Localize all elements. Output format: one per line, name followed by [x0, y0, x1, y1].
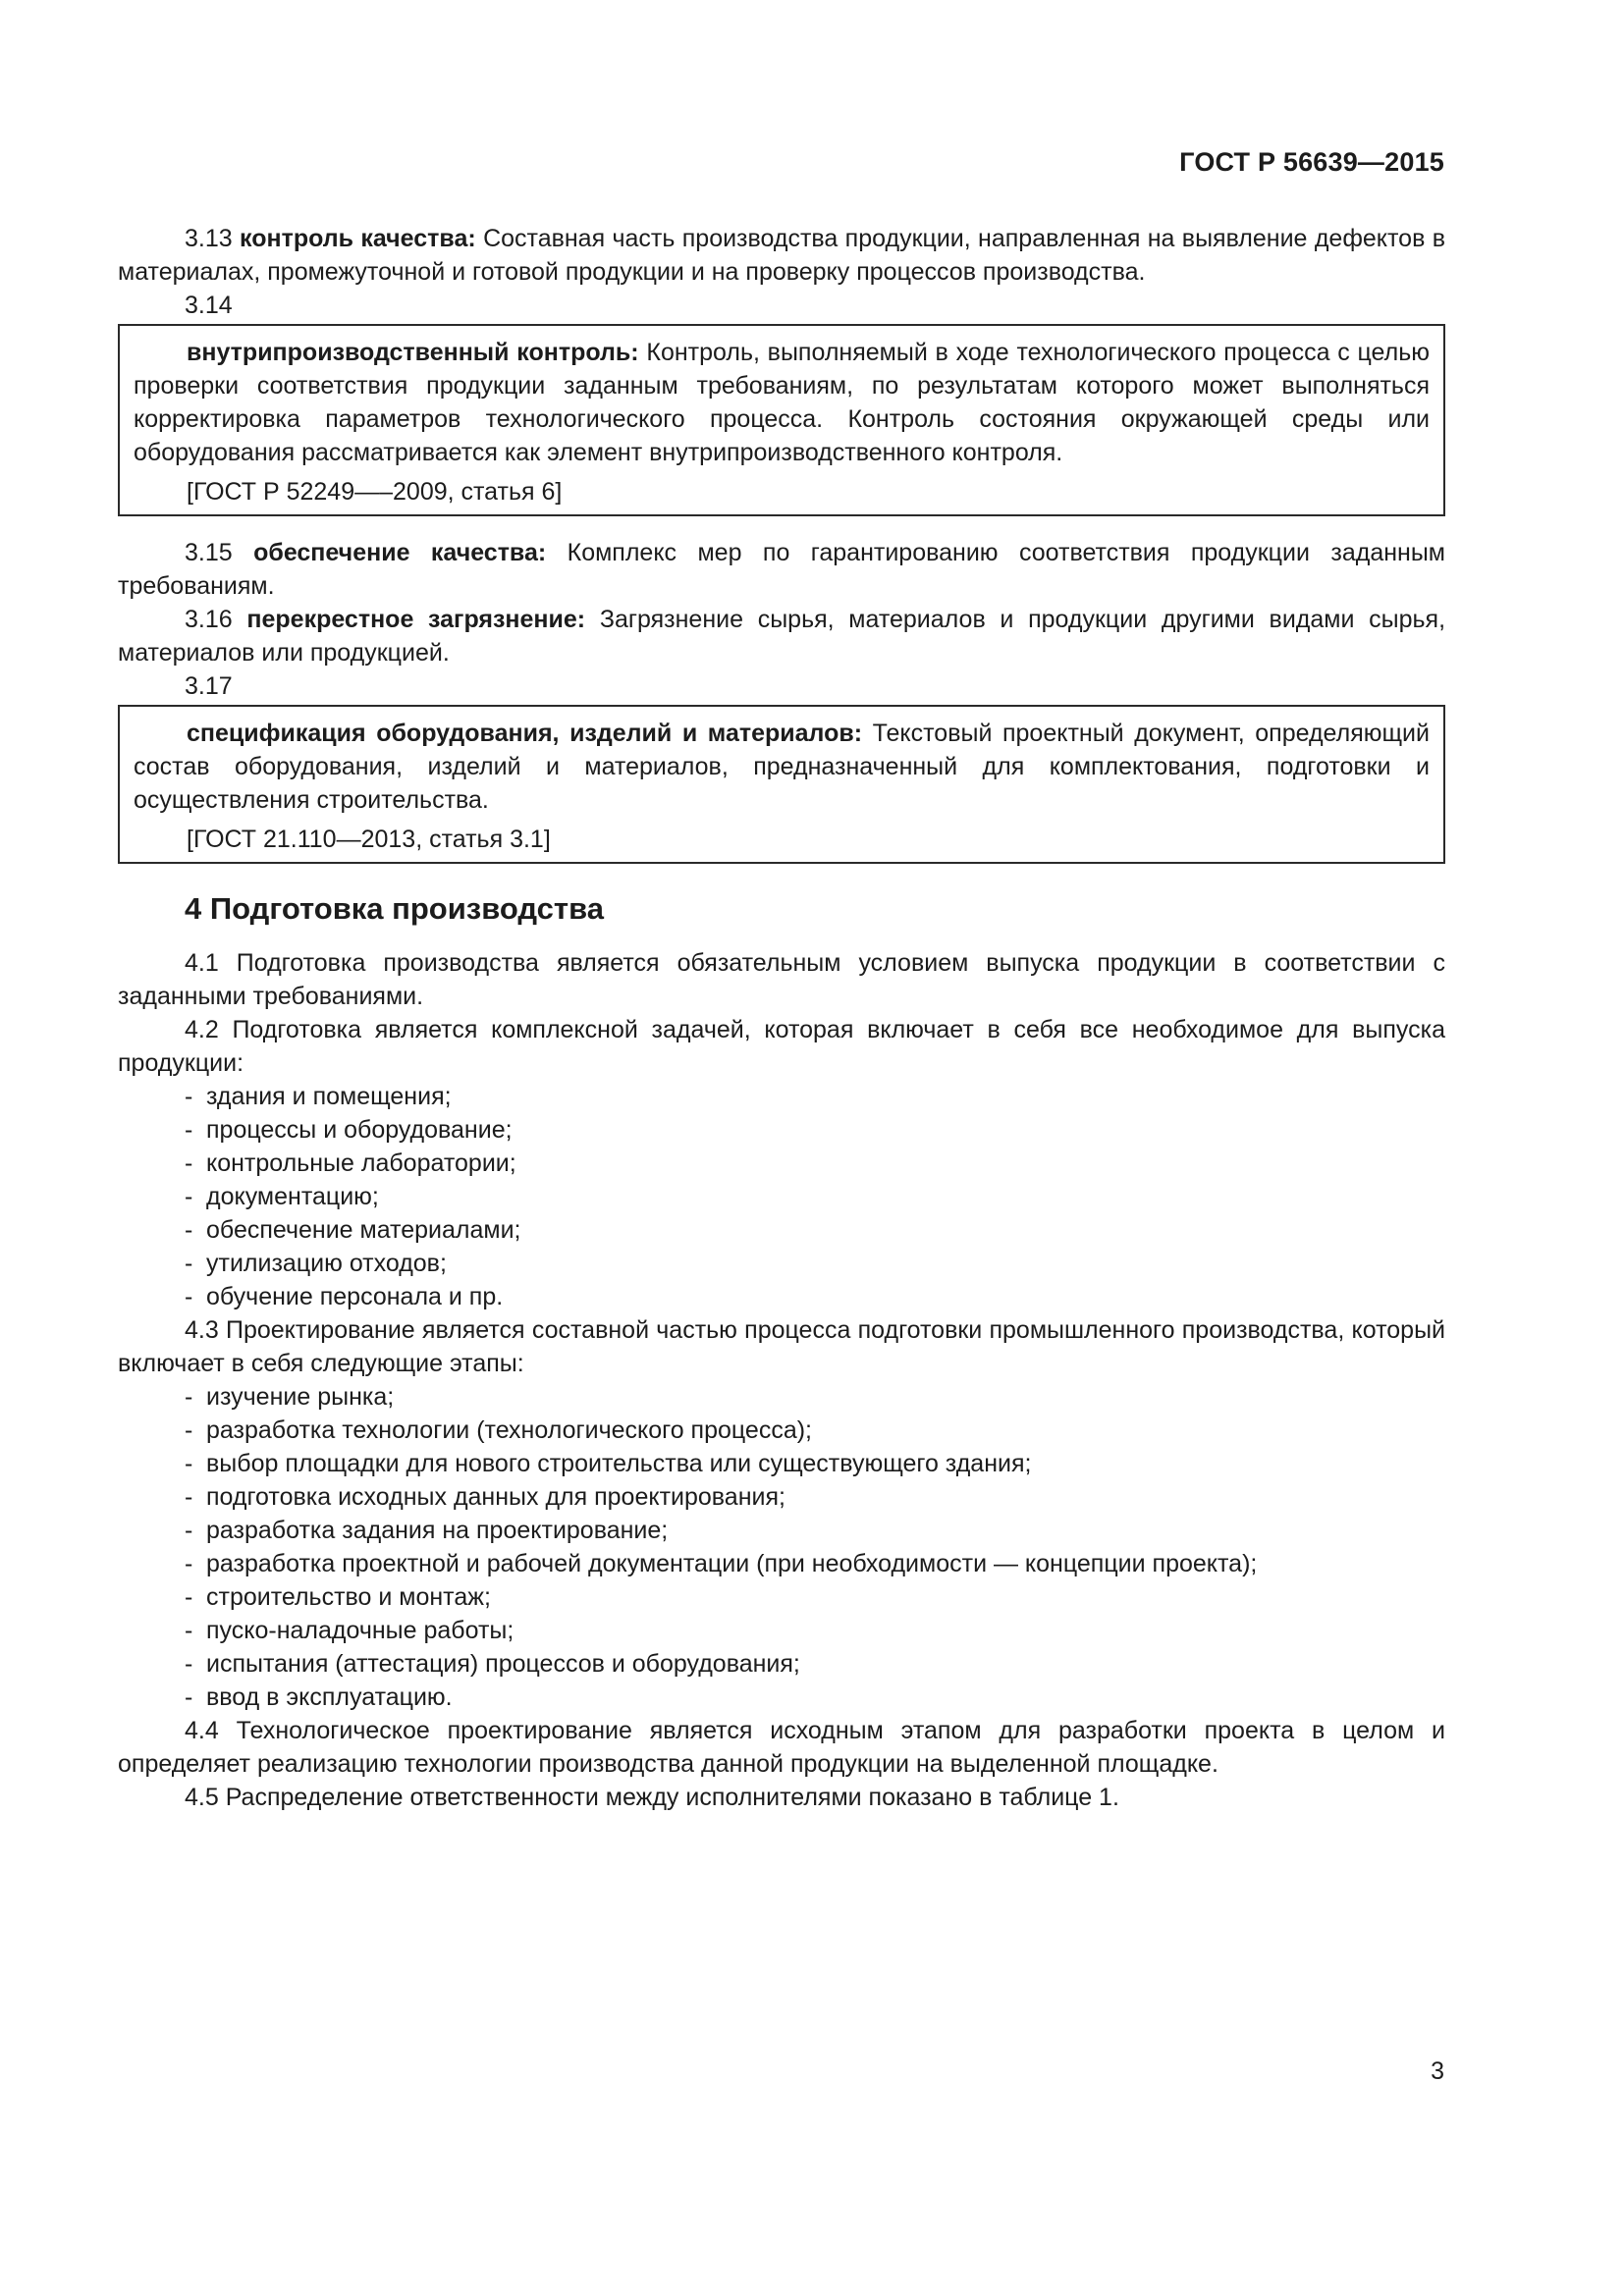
list-4-2: [118, 1080, 1445, 1313]
list-item: - пуско-наладочные работы;: [185, 1614, 1445, 1647]
page-number: 3: [1431, 2057, 1444, 2085]
list-item: - разработка технологии (технологического процесса);: [185, 1414, 1445, 1447]
clause-number: 3.13: [185, 225, 233, 252]
term: спецификация оборудования, изделий и материалов:: [187, 720, 863, 747]
list-item: - обеспечение материалами;: [185, 1213, 1445, 1247]
section-heading: 4 Подготовка производства: [185, 891, 604, 926]
definition-text: Загрязнение сырья, материалов и продукции другими видами сырья, материалов или продукцией.: [118, 606, 1446, 667]
paragraph-3-13: [118, 222, 1445, 289]
list-item: - процессы и оборудование;: [185, 1113, 1445, 1147]
list-item: - разработка задания на проектирование;: [185, 1514, 1445, 1547]
term: перекрестное загрязнение:: [246, 606, 586, 633]
paragraph-4-4: 4.4 Технологическое проектирование является исходным этапом для разработки проекта в целом и определяет реализацию технологии производства данной продукции на выделенной площадке.: [118, 1717, 1445, 1778]
list-item: - здания и помещения;: [185, 1080, 1445, 1113]
document-code: ГОСТ Р 56639—2015: [1179, 147, 1444, 177]
clause-number-3-17: 3.17: [185, 672, 233, 700]
list-item: - выбор площадки для нового строительства или существующего здания;: [185, 1447, 1445, 1480]
definition-text: Составная часть производства продукции, направленная на выявление дефектов в материалах, промежуточной и готовой продукции и на проверку процессов производства.: [118, 225, 1446, 286]
list-item: - документацию;: [185, 1180, 1445, 1213]
paragraph-3-17: [134, 717, 1430, 817]
list-item: - обучение персонала и пр.: [185, 1280, 1445, 1313]
quoted-definition-box: [118, 705, 1445, 864]
list-item: - строительство и монтаж;: [185, 1580, 1445, 1614]
page-content: [118, 222, 1445, 1814]
definition-text: Комплекс мер по гарантированию соответствия продукции заданным требованиям.: [118, 539, 1445, 600]
paragraph-4-2: 4.2 Подготовка является комплексной задачей, которая включает в себя все необходимое для выпуска продукции:: [118, 1016, 1445, 1077]
paragraph-4-1: 4.1 Подготовка производства является обязательным условием выпуска продукции в соответствии с заданными требованиями.: [118, 949, 1445, 1010]
clause-number: 3.15: [185, 539, 233, 566]
list-item: - испытания (аттестация) процессов и оборудования;: [185, 1647, 1445, 1681]
list-item: - изучение рынка;: [185, 1380, 1445, 1414]
list-item: - разработка проектной и рабочей документации (при необходимости — концепции проекта);: [185, 1547, 1445, 1580]
paragraph-4-3: 4.3 Проектирование является составной частью процесса подготовки промышленного производства, который включает в себя следующие этапы:: [118, 1316, 1445, 1377]
term: контроль качества:: [240, 225, 476, 252]
term: внутрипроизводственный контроль:: [187, 339, 639, 366]
definition-source: [ГОСТ Р 52249—–2009, статья 6]: [187, 478, 563, 506]
paragraph-3-16: [118, 603, 1445, 669]
definition-text: Текстовый проектный документ, определяющий состав оборудования, изделий и материалов, предназначенный для комплектования, подготовки и осуществления строительства.: [134, 720, 1430, 814]
definition-text: Контроль, выполняемый в ходе технологического процесса с целью проверки соответствия продукции заданным требованиям, по результатам которого может выполняться корректировка параметров технологического процесса. Контроль состояния окружающей среды или оборудования рассматривается как элемент внутрипроизводственного контроля.: [134, 339, 1430, 466]
clause-number: 3.16: [185, 606, 233, 633]
clause-number-3-14: 3.14: [185, 292, 233, 319]
definition-source: [ГОСТ 21.110—2013, статья 3.1]: [187, 826, 551, 853]
list-item: - ввод в эксплуатацию.: [185, 1681, 1445, 1714]
quoted-definition-box: [118, 324, 1445, 516]
list-item: - контрольные лаборатории;: [185, 1147, 1445, 1180]
paragraph-3-15: [118, 536, 1445, 603]
list-4-3: [118, 1380, 1445, 1714]
paragraph-3-14: [134, 336, 1430, 469]
list-item: - подготовка исходных данных для проектирования;: [185, 1480, 1445, 1514]
list-item: - утилизацию отходов;: [185, 1247, 1445, 1280]
paragraph-4-5: 4.5 Распределение ответственности между исполнителями показано в таблице 1.: [185, 1784, 1119, 1811]
term: обеспечение качества:: [253, 539, 547, 566]
